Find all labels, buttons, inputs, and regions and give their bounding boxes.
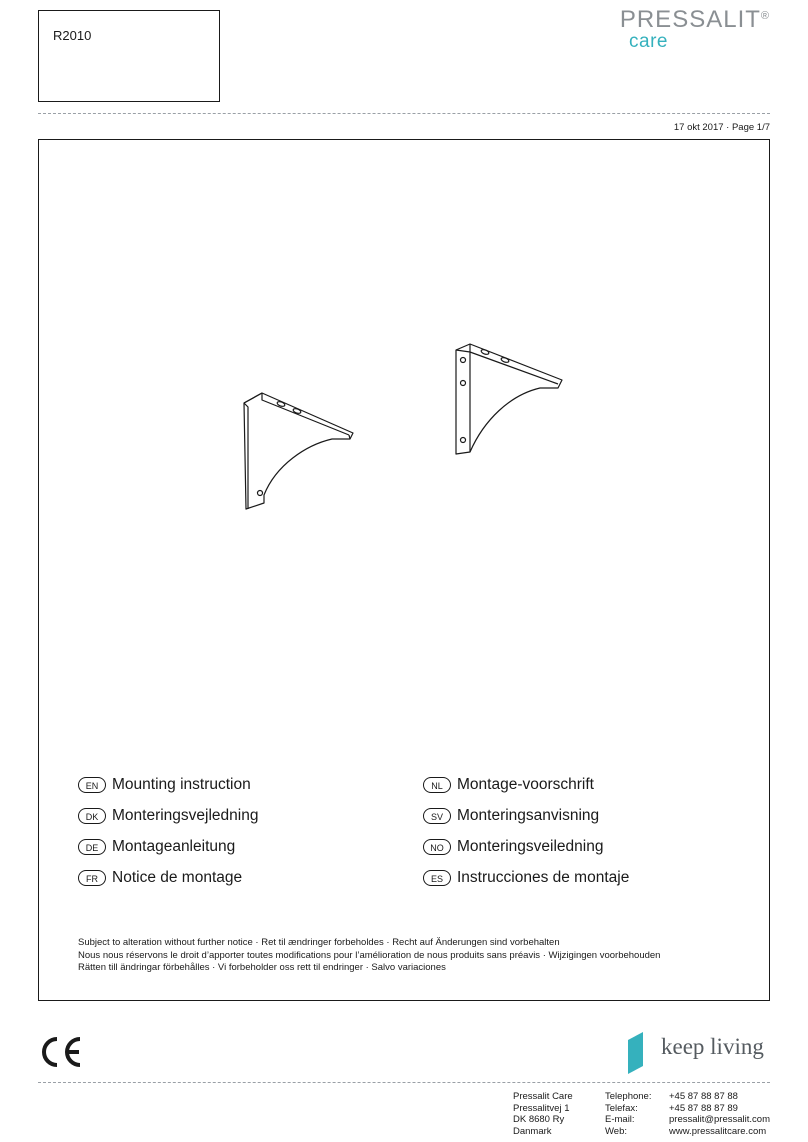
language-title: Notice de montage [112,869,243,886]
contact-label: Telefax: [605,1102,638,1114]
registered-mark: ® [760,10,770,22]
language-title: Monteringsanvisning [457,807,600,824]
contact-labels [605,1091,651,1137]
contact-label: Telephone: [605,1091,652,1102]
address-line: DK 8680 Ry [513,1114,565,1125]
language-row-fr [78,868,242,888]
language-title: Instrucciones de montaje [457,869,630,886]
bracket-illustration-left [236,385,360,513]
product-code: R2010 [53,28,92,43]
language-title: Monteringsveiledning [457,838,604,855]
language-code-badge: FR [78,870,106,886]
language-code-badge: ES [423,870,451,886]
telephone-value: +45 87 88 87 88 [669,1091,738,1102]
disclaimer [78,937,660,975]
address-line: Pressalitvej 1 [513,1102,570,1114]
language-title: Mounting instruction [112,776,251,793]
brand-name: PRESSALIT [619,6,761,33]
contact-values [669,1091,770,1137]
language-title: Montage-voorschrift [457,776,594,793]
contact-label: E-mail: [605,1114,635,1125]
language-code-badge: NL [423,777,451,793]
language-code-badge: DE [78,839,106,855]
language-code-badge: DK [78,808,106,824]
brand-logo [620,6,770,34]
language-row-en [78,775,251,795]
brand-subname: care [629,31,668,52]
language-title: Monteringsvejledning [112,807,259,824]
telefax-value: +45 87 88 87 89 [669,1102,738,1114]
language-code-badge: SV [423,808,451,824]
address-line: Pressalit Care [513,1091,573,1102]
language-row-de [78,837,235,857]
language-title: Montageanleitung [112,838,236,855]
date-page: 17 okt 2017 · Page 1/7 [673,122,770,133]
tagline: keep living [661,1034,764,1059]
address-line: Danmark [513,1125,552,1137]
language-code-badge: EN [78,777,106,793]
language-row-es [423,868,629,888]
header-divider [38,113,770,114]
contact-label: Web: [605,1125,628,1137]
product-code-box [38,10,220,102]
company-address [513,1091,573,1137]
email-link[interactable]: pressalit@pressalit.com [669,1114,770,1125]
disclaimer-line: Rätten till ändringar förbehålles · Vi forbeholder oss rett til endringer · Salvo variaciones [78,962,446,973]
bracket-illustration-right [450,340,568,458]
language-row-nl [423,775,594,795]
ce-mark-icon [38,1035,84,1069]
language-row-sv [423,806,599,826]
disclaimer-line: Subject to alteration without further notice · Ret til ændringer forbeholdes · Recht auf Änderungen sind vorbehalten [78,937,560,948]
language-row-no [423,837,603,857]
language-row-dk [78,806,258,826]
web-link[interactable]: www.pressalitcare.com [669,1125,767,1137]
disclaimer-line: Nous nous réservons le droit d’apporter toutes modifications pour l’amélioration de nous produits sans préavis · Wijzigingen voorbehouden [78,949,661,961]
footer-divider [38,1082,770,1083]
keep-living-logo-icon [626,1030,646,1076]
language-code-badge: NO [423,839,451,855]
